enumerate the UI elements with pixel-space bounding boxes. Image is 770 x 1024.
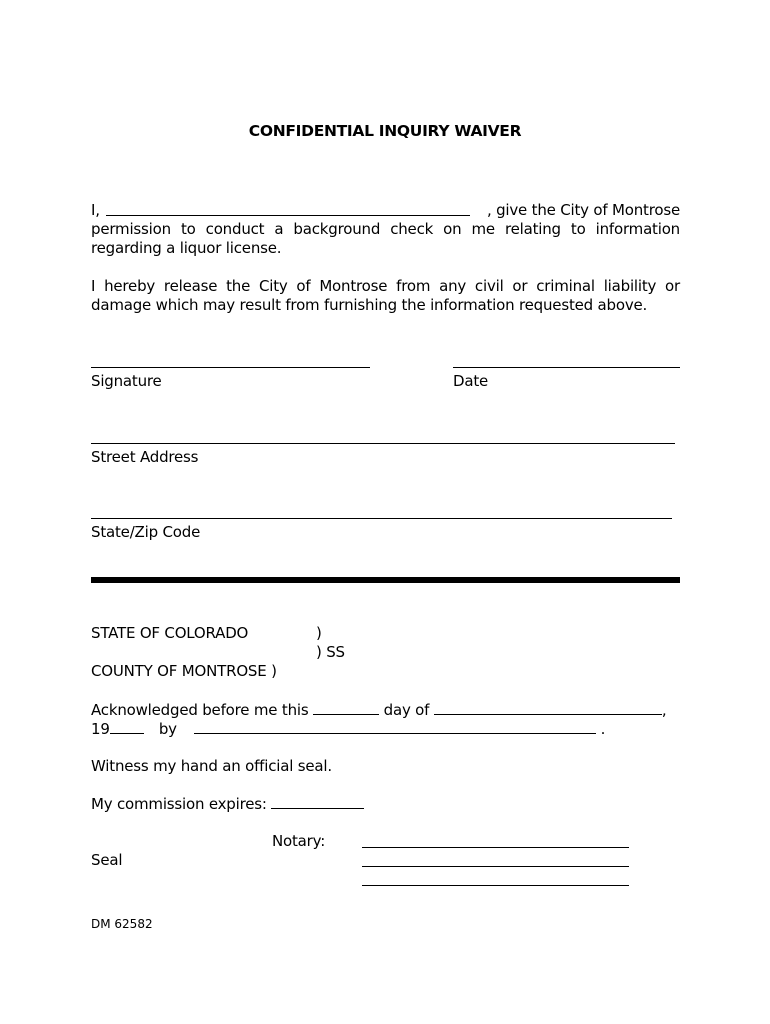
notary-line-2[interactable] bbox=[362, 866, 629, 867]
ack-prefix: Acknowledged before me this bbox=[91, 701, 309, 719]
year-blank[interactable] bbox=[110, 719, 144, 734]
by-period: . bbox=[600, 720, 606, 738]
commission-label: My commission expires: bbox=[91, 795, 267, 813]
county-label: COUNTY OF MONTROSE ) bbox=[91, 662, 277, 680]
para2-line2: damage which may result from furnishing the information requested above. bbox=[91, 296, 648, 314]
para1-prefix: I, bbox=[91, 201, 100, 219]
signature-line[interactable] bbox=[91, 367, 370, 368]
notary-line-1[interactable] bbox=[362, 847, 629, 848]
state-label: STATE OF COLORADO bbox=[91, 624, 249, 642]
paren-ss: ) SS bbox=[316, 643, 345, 661]
signature-label: Signature bbox=[91, 372, 162, 390]
commission-blank[interactable] bbox=[271, 794, 364, 809]
ack-month-blank[interactable] bbox=[434, 700, 662, 715]
date-label: Date bbox=[453, 372, 489, 390]
date-line[interactable] bbox=[453, 367, 680, 368]
paren-1: ) bbox=[316, 624, 322, 642]
notary-line-3[interactable] bbox=[362, 885, 629, 886]
ack-comma: , bbox=[661, 701, 667, 719]
by-name-blank[interactable] bbox=[194, 719, 596, 734]
para2-line1: I hereby release the City of Montrose from any civil or criminal liability or bbox=[91, 277, 680, 295]
document-title: CONFIDENTIAL INQUIRY WAIVER bbox=[248, 122, 522, 140]
witness-text: Witness my hand an official seal. bbox=[91, 757, 332, 775]
by-label: by bbox=[158, 720, 177, 738]
year-by-line bbox=[91, 719, 605, 738]
state-zip-line[interactable] bbox=[91, 518, 672, 519]
acknowledged-line bbox=[91, 700, 666, 719]
state-zip-label: State/Zip Code bbox=[91, 523, 201, 541]
ack-day-label: day of bbox=[383, 701, 430, 719]
year-prefix: 19 bbox=[91, 720, 110, 738]
form-code: DM 62582 bbox=[91, 917, 153, 931]
name-blank-line[interactable] bbox=[106, 215, 470, 216]
street-address-line[interactable] bbox=[91, 443, 675, 444]
street-address-label: Street Address bbox=[91, 448, 199, 466]
para1-line3: regarding a liquor license. bbox=[91, 239, 282, 257]
notary-label: Notary: bbox=[272, 832, 326, 850]
commission-line bbox=[91, 794, 364, 813]
section-divider bbox=[91, 577, 680, 583]
ack-day-blank[interactable] bbox=[313, 700, 379, 715]
seal-label: Seal bbox=[91, 851, 123, 869]
para1-after-blank: , give the City of Montrose bbox=[486, 201, 680, 219]
para1-line2: permission to conduct a background check on me relating to information bbox=[91, 220, 680, 238]
